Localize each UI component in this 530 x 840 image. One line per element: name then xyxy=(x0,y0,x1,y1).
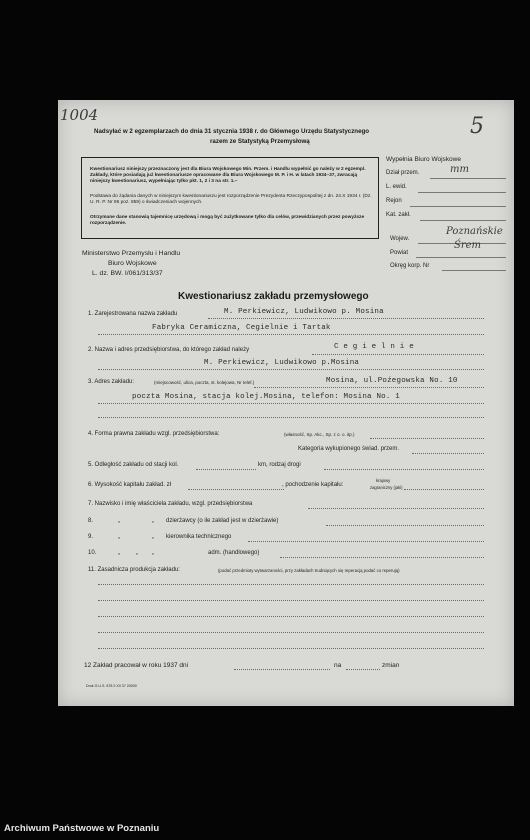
item-1-value: M. Perkiewicz, Ludwikowo p. Mosina xyxy=(224,308,384,316)
kat-label: Kat. zakł. xyxy=(386,212,411,218)
okreg-label: Okręg korp. Nr xyxy=(390,263,430,269)
item-5-km: km, rodzaj drogi xyxy=(258,462,301,468)
item-6-foreign: zagraniczny (jaki) xyxy=(370,485,403,490)
item-2-label: 2. Nazwa i adres przedsiębiorstwa, do którego zakład należy xyxy=(88,347,250,353)
item-11-label: 11. Zasadnicza produkcja zakładu: xyxy=(88,567,180,573)
powiat-label: Powiat xyxy=(390,250,409,256)
item-11-hint: (podać przedmioty wytwarzaności, przy zakładach trudniących się reperacją podać co reperują) xyxy=(218,568,400,573)
item-3-hint: (miejscowość, ulica, poczta, st. kolejowa, Nr telef.) xyxy=(154,380,255,385)
item-4-sub: Kategoria wykupionego świad. przem. xyxy=(298,446,400,452)
notice-paragraph-1: Kwestionariusz niniejszy przeznaczony jest dla Biura Wojskowego Min. Przem. i Handlu wypełnić go należy w 2 egzempl. Zakłady, które posiadają już kwestionariusze opracowane dla Biura Wojskowego M. P. i H. w latach 1934–37, zwracają niniejszy kwestionariusz, wypełniając tylko pkt. 1, 2 i 3 na str. 1.– xyxy=(90,167,366,185)
item-8-text: dzierżawcy (o ile zakład jest w dzierżawie) xyxy=(166,518,279,524)
item-6-mid: , pochodzenie kapitału: xyxy=(282,482,344,488)
item-12-zmian: zmian xyxy=(382,662,400,669)
item-10-text: adm. (handlowego) xyxy=(208,550,260,556)
item-6-label: 6. Wysokość kapitału zakład. zł xyxy=(88,482,171,488)
notice-paragraph-3: Otrzymane dane stanowią tajemnicę urzędową i mogą być zużytkowane tylko dla celów, przewidzianych przez powyższe rozporządzenie. xyxy=(90,215,365,227)
item-12-na: na xyxy=(334,662,342,669)
woj-value: Poznańskie xyxy=(446,226,503,237)
item-2-value-2: M. Perkiewicz, Ludwikowo p.Mosina xyxy=(204,359,360,367)
powiat-value: Śrem xyxy=(454,240,482,251)
archive-label: Archiwum Państwowe w Poznaniu xyxy=(4,823,160,834)
print-code: Druk G.U.S. 878 2.XII 37 20000 xyxy=(86,684,137,688)
item-8-number: 8. xyxy=(88,518,94,524)
ministry-line-3: L. dz. BW. I/061/313/37 xyxy=(92,270,163,277)
ministry-line-2: Biuro Wojskowe xyxy=(108,260,157,267)
top-handwriting: 1004 xyxy=(60,106,99,124)
header-line-2: razem ze Statystyką Przemysłową xyxy=(210,138,310,145)
dzial-label: Dział przem. xyxy=(386,170,420,176)
item-3-label: 3. Adres zakładu: xyxy=(88,379,135,385)
item-6-domestic: krajowy xyxy=(376,478,391,483)
form-title: Kwestionariusz zakładu przemysłowego xyxy=(178,291,369,302)
ministry-line-1: Ministerstwo Przemysłu i Handlu xyxy=(82,250,181,257)
rejon-label: Rejon xyxy=(386,198,402,204)
item-4-hint: (własność, Sp. Akc., Sp. z o. o. itp.) xyxy=(284,432,355,437)
item-9-number: 9. xyxy=(88,534,94,540)
header-line-1: Nadsyłać w 2 egzemplarzach do dnia 31 stycznia 1938 r. do Głównego Urzędu Statystycznego xyxy=(94,128,370,135)
item-7-label: 7. Nazwisko i imię właściciela zakładu, wzgl. przedsiębiorstwa xyxy=(88,501,253,507)
item-3-value-2: poczta Mosina, stacja kolej.Mosina, telefon: Mosina No. 1 xyxy=(132,393,400,401)
item-2-value: C e g i e l n i e xyxy=(334,343,414,351)
military-fields-title: Wypełnia Biuro Wojskowe xyxy=(386,156,461,163)
item-5-label: 5. Odległość zakładu od stacji kol. xyxy=(88,462,179,468)
item-3-value: Mosina, ul.Poźegowska No. 10 xyxy=(326,377,458,385)
item-9-text: kierownika technicznego xyxy=(166,534,232,540)
woj-label: Wojew. xyxy=(390,236,410,242)
item-10-number: 10. xyxy=(88,550,97,556)
item-12-label: 12 Zakład pracował w roku 1937 dni xyxy=(84,662,189,669)
item-4-label: 4. Forma prawna zakładu wzgl. przedsiębiorstwa: xyxy=(88,431,220,437)
dzial-value: mm xyxy=(450,164,469,175)
page-number: 5 xyxy=(470,114,484,139)
notice-paragraph-2: Podstawa do żądania danych w niniejszym kwestionariuszu jest rozporządzenie Prezydenta Rzeczypospolitej z dn. 24.X 1934 r. (Dz. U. R. P. Nr 95 poz. 859) o świadczeniach wojennych. xyxy=(90,194,372,206)
ewid-label: L. ewid. xyxy=(386,184,407,190)
notice-box xyxy=(81,157,379,239)
item-1-label: 1. Zarejestrowana nazwa zakładu xyxy=(88,311,178,317)
item-1-value-2: Fabryka Ceramiczna, Cegielnie i Tartak xyxy=(152,324,331,332)
form-sheet: 1004 5 Nadsyłać w 2 egzemplarzach do dnia 31 stycznia 1938 r. do Głównego Urzędu Statystycznego razem ze Statystyką Przemysłową Kwestionariusz niniejszy przeznaczony jest dla Biura Wojskowego Min. Przem. i Handlu wypełnić go należy w 2 egzempl. Zakłady, które posiadają już kwestionariusze opracowane dla Biura Wojskowego M. P. i H. w latach 1934–37, zwracają niniejszy kwestionariusz, wypełniając tylko pkt. 1, 2 i 3 na str. 1.– Podstawa do żądania danych w niniejszym kwestionariuszu jest rozporządzenie Prezydenta Rzeczypospolitej z dn. 24.X 1934 r. (Dz. U. R. P. Nr 95 poz. 859) o świadczeniach wojennych. Otrzymane dane stanowią tajemnicę urzędową i mogą być zużytkowane tylko dla celów, przewidzianych przez powyższe rozporządzenie. Wypełnia Biuro Wojskowe Dział przem. mm L. ewid. Rejon Kat. zakł. Wojew. Poznańskie Śrem Powiat Okręg korp. Nr Ministerstwo Przemysłu i Handlu Biuro Wojskowe L. dz. BW. I/061/313/37 Kwestionariusz zakładu przemysłowego 1. Zarejestrowana nazwa zakładu M. Perkiewicz, Ludwikowo p. Mosina Fabryka Ceramiczna, Cegielnie i Tartak 2. Nazwa i adres przedsiębiorstwa, do którego zakład należy C e g i e l n i e M. Perkiewicz, Ludwikowo p.Mosina 3. Adres zakładu: (miejscowość, ulica, poczta, st. kolejowa, Nr telef.) Mosina, ul.Poźegowska No. 10 poczta Mosina, stacja kolej.Mosina, telefon: Mosina No. 1 4. Forma prawna zakładu wzgl. przedsiębiorstwa: (własność, Sp. Akc., Sp. z o. o. itp.) Kategoria wykupionego świad. przem. 5. Odległość zakładu od stacji kol. km, rodzaj drogi 6. Wysokość kapitału zakład. zł , pochodzenie kapitału: krajowy zagraniczny (jaki) 7. Nazwisko i imię właściciela zakładu, wzgl. przedsiębiorstwa 8. „ „ dzierżawcy (o ile zakład jest w dzierżawie) 9. „ „ kierownika technicznego 10. „ „ „ adm. (handlowego) 11. Zasadnicza produkcja zakładu: (podać przedmioty wytwarzaności, przy zakładach trudniących się reperacją podać co reperują) 12 Zakład pracował w roku 1937 dni na zmian Druk G.U.S. 878 2.XII 37 20000 xyxy=(58,100,514,706)
